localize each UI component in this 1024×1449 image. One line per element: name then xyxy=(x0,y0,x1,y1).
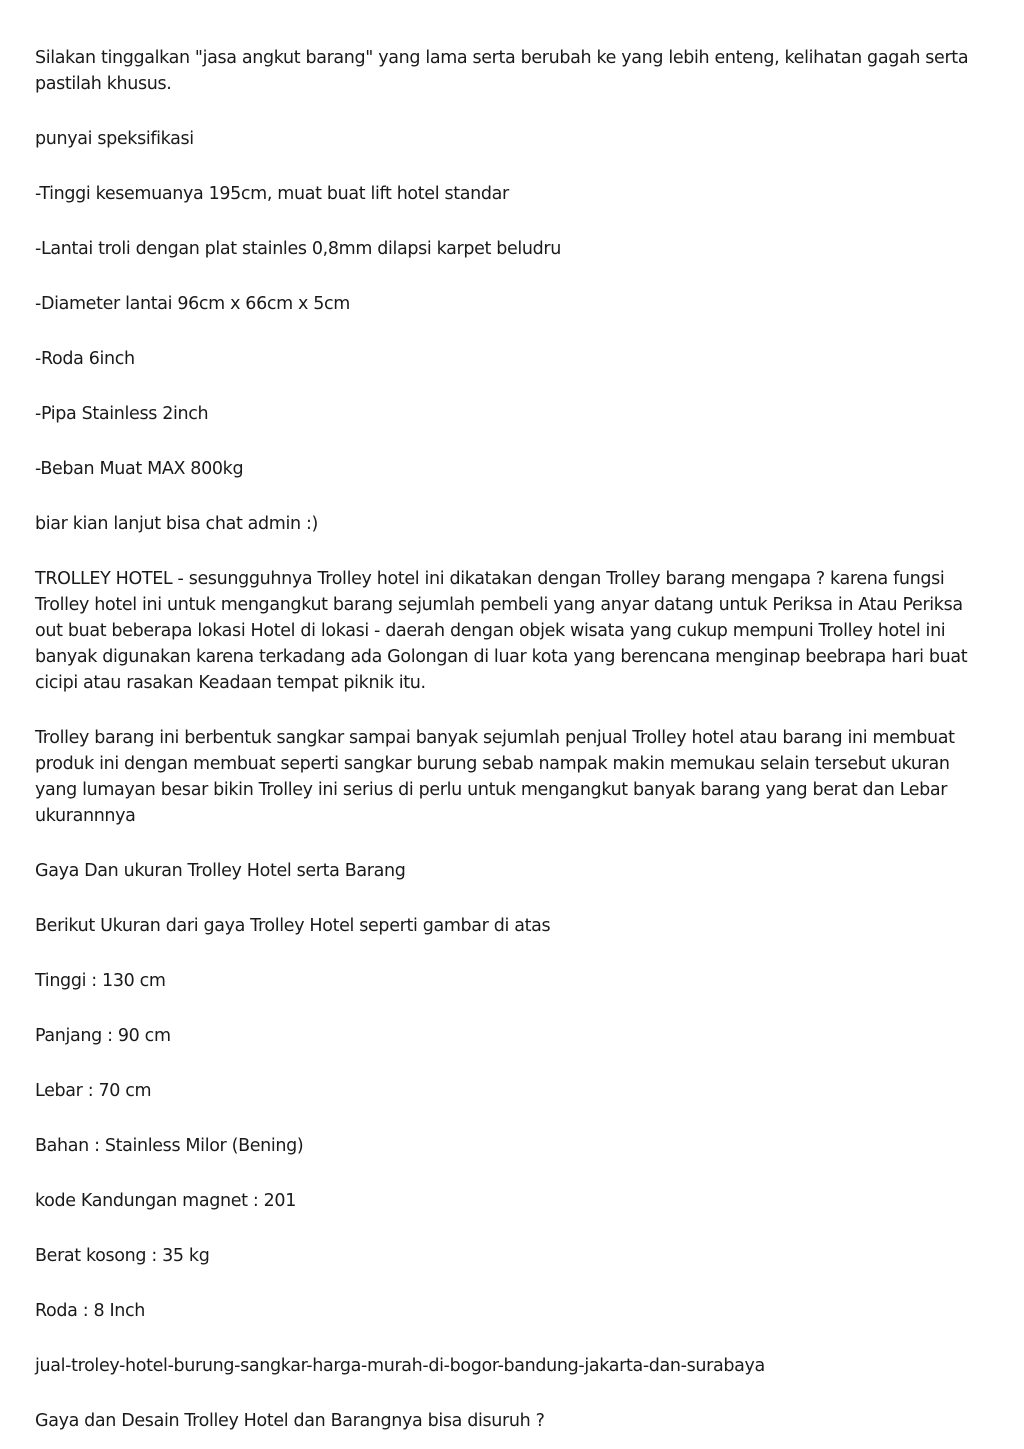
document-body xyxy=(35,45,995,1434)
size-length: Panjang : 90 cm xyxy=(35,1026,171,1046)
spec-item-load: -Beban Muat MAX 800kg xyxy=(35,459,244,479)
spec-item-pipe: -Pipa Stainless 2inch xyxy=(35,404,209,424)
size-magnet-code: kode Kandungan magnet : 201 xyxy=(35,1191,296,1211)
closing-question: Gaya dan Desain Trolley Hotel dan Barangnya bisa disuruh ? xyxy=(35,1411,545,1431)
spec-heading: punyai speksifikasi xyxy=(35,129,194,149)
spec-item-wheel: -Roda 6inch xyxy=(35,349,135,369)
size-intro: Berikut Ukuran dari gaya Trolley Hotel seperti gambar di atas xyxy=(35,916,551,936)
size-empty-weight: Berat kosong : 35 kg xyxy=(35,1246,210,1266)
spec-item-height: -Tinggi kesemuanya 195cm, muat buat lift hotel standar xyxy=(35,184,509,204)
size-width: Lebar : 70 cm xyxy=(35,1081,152,1101)
contact-note: biar kian lanjut bisa chat admin :) xyxy=(35,514,318,534)
size-material: Bahan : Stainless Milor (Bening) xyxy=(35,1136,304,1156)
size-wheel: Roda : 8 Inch xyxy=(35,1301,146,1321)
spec-item-floor: -Lantai troli dengan plat stainles 0,8mm dilapsi karpet beludru xyxy=(35,239,562,259)
section-heading-style-size: Gaya Dan ukuran Trolley Hotel serta Barang xyxy=(35,861,406,881)
intro-paragraph: Silakan tinggalkan "jasa angkut barang" yang lama serta berubah ke yang lebih enteng, kelihatan gagah serta pastilah khusus. xyxy=(35,48,969,94)
cage-description-paragraph: Trolley barang ini berbentuk sangkar sampai banyak sejumlah penjual Trolley hotel atau barang ini membuat produk ini dengan membuat seperti sangkar burung sebab nampak makin memukau selain tersebut ukuran yang lumayan besar bikin Trolley ini serius di perlu untuk mengangkut banyak barang yang berat dan Lebar ukurannnya xyxy=(35,728,955,826)
size-height: Tinggi : 130 cm xyxy=(35,971,166,991)
slug-text: jual-troley-hotel-burung-sangkar-harga-murah-di-bogor-bandung-jakarta-dan-surabaya xyxy=(35,1356,765,1376)
trolley-description-paragraph: TROLLEY HOTEL - sesungguhnya Trolley hotel ini dikatakan dengan Trolley barang mengapa ? karena fungsi Trolley hotel ini untuk mengangkut barang sejumlah pembeli yang anyar datang untuk Periksa in Atau Periksa out buat beberapa lokasi Hotel di lokasi - daerah dengan objek wisata yang cukup mempuni Trolley hotel ini banyak digunakan karena terkadang ada Golongan di luar kota yang berencana menginap beebrapa hari buat cicipi atau rasakan Keadaan tempat piknik itu. xyxy=(35,569,968,693)
spec-item-diameter: -Diameter lantai 96cm x 66cm x 5cm xyxy=(35,294,351,314)
